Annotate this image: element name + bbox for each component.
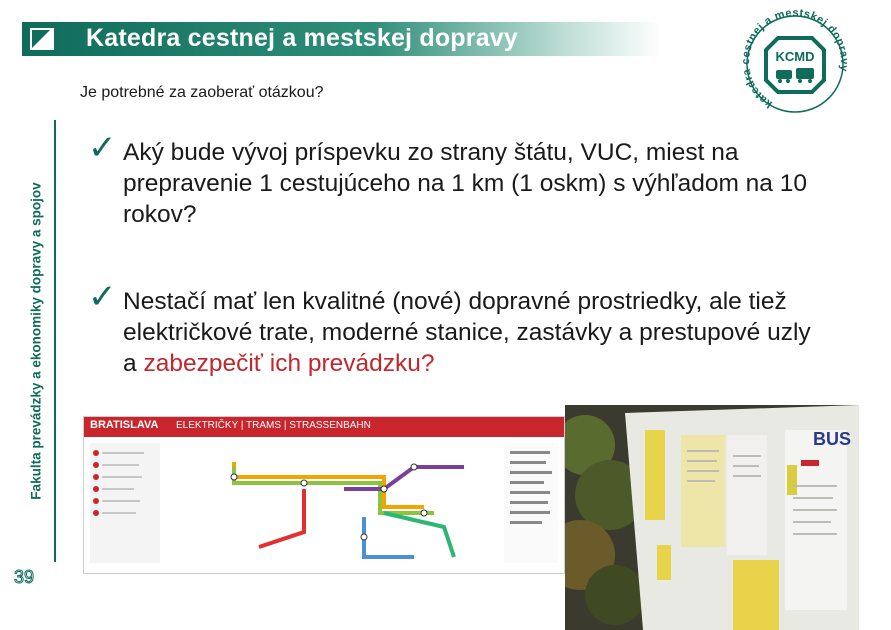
- logo-center-text: KCMD: [775, 49, 815, 64]
- check-icon: ✓: [88, 128, 117, 168]
- bullet-item: [88, 277, 823, 379]
- check-icon: ✓: [88, 277, 117, 317]
- bullet-text: Aký bude vývoj príspevku zo strany štátu, VUC, miest na prepravenie 1 cestujúceho na 1 km (1 oskm) s výhľadom na 10 rokov?: [123, 139, 807, 228]
- page-number: 39: [14, 567, 35, 587]
- tram-network-map: [83, 416, 565, 574]
- slide-subtitle: Je potrebné za zaoberať otázkou?: [80, 84, 324, 101]
- bullet-text-highlight: zabezpečiť ich prevádzku?: [143, 350, 435, 377]
- faculty-vertical-label: [20, 120, 52, 562]
- bus-stop-photo: [565, 405, 859, 630]
- bus-sign: BUS: [813, 429, 852, 449]
- map-lines: [84, 417, 564, 573]
- header-title: Katedra cestnej a mestskej dopravy: [86, 24, 519, 52]
- logo-ring-text: katedra cestnej a mestskej dopravy: [740, 8, 851, 110]
- map-title: BRATISLAVA: [90, 419, 159, 431]
- sidebar-divider: [54, 120, 56, 562]
- bullet-item: [88, 128, 823, 230]
- faculty-name: Fakulta prevádzky a ekonomiky dopravy a spojov: [28, 182, 44, 500]
- map-subtitle: ELEKTRIČKY | TRAMS | STRASSENBAHN: [176, 420, 371, 431]
- corner-logo-icon: [30, 28, 54, 50]
- kcmd-logo: [730, 8, 860, 123]
- bullet-text-main: Nestačí mať len kvalitné (nové) dopravné prostriedky, ale tiež električkové trate, moderné stanice, zastávky a prestupové uzly a: [123, 288, 811, 377]
- bullet-text: [123, 286, 823, 379]
